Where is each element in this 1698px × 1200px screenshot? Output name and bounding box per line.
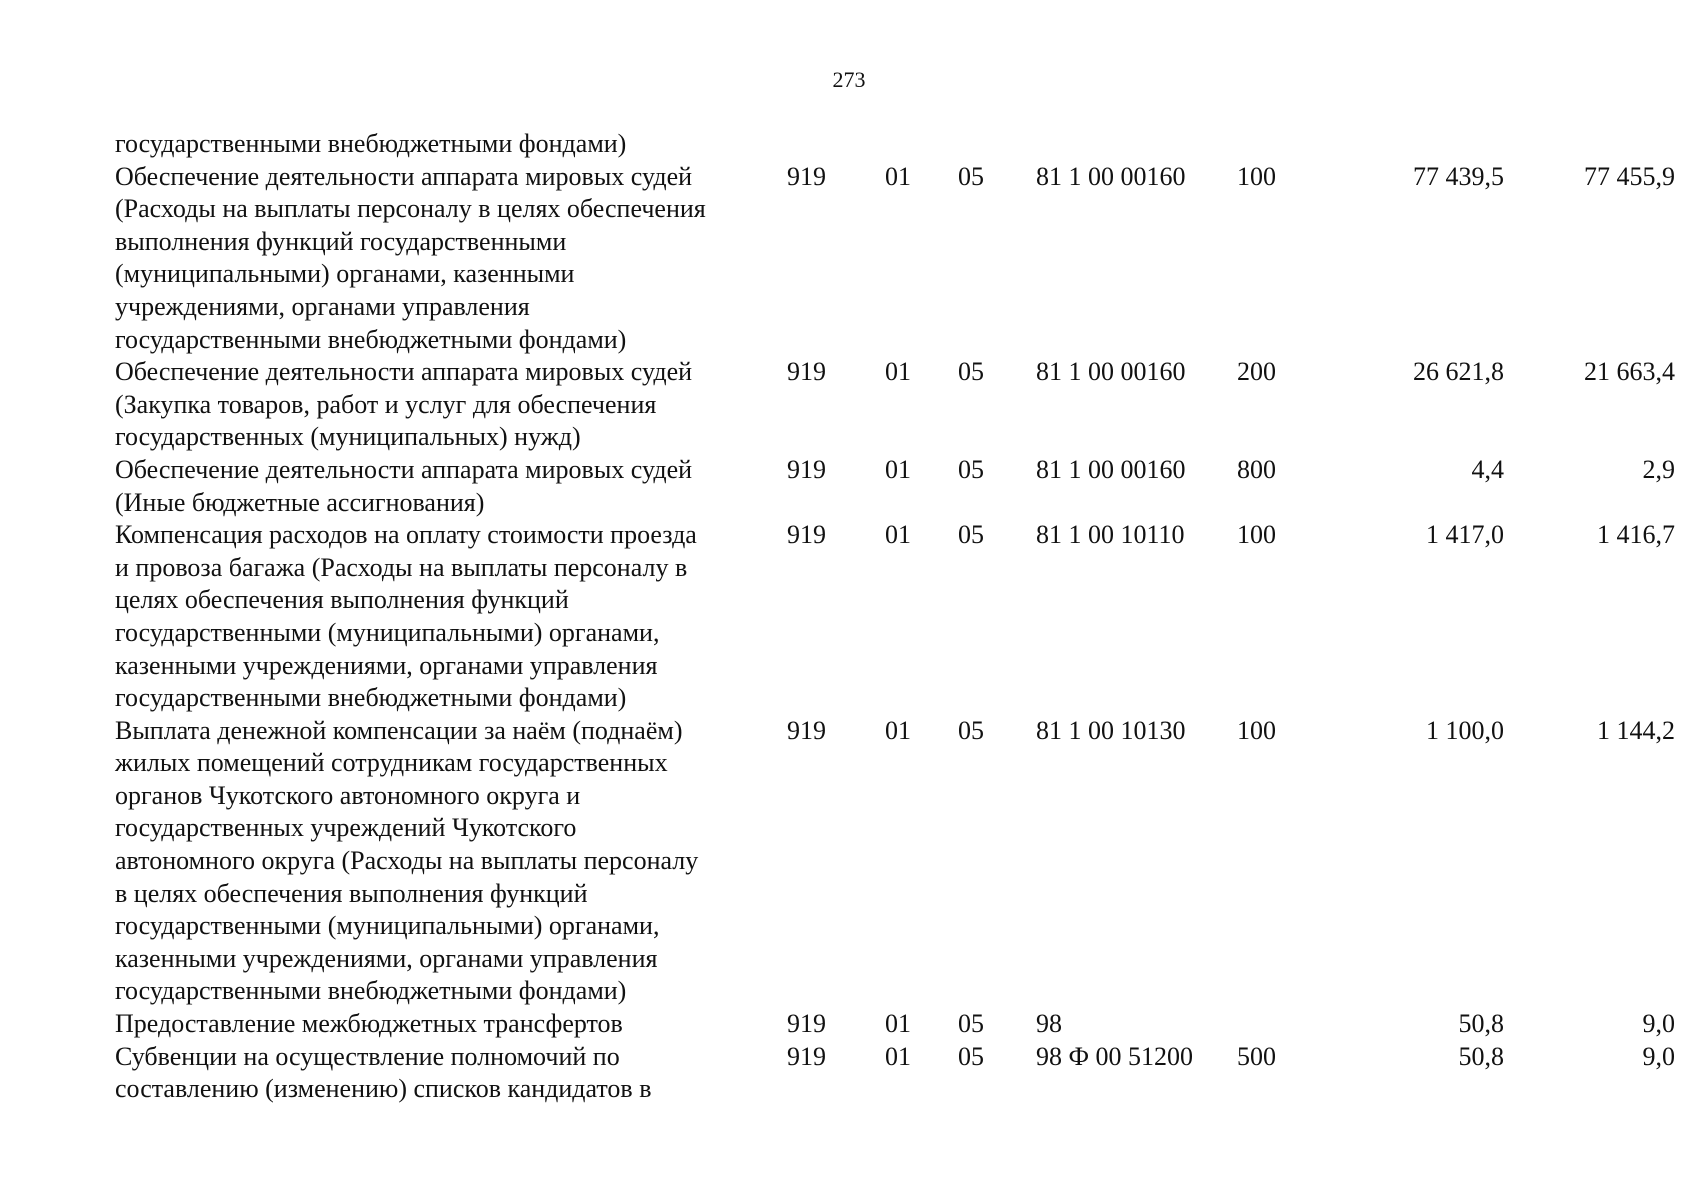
expense-type-code: 100 <box>1237 161 1276 191</box>
section-code: 01 <box>885 357 911 387</box>
amount-2: 1 416,7 <box>1597 520 1675 550</box>
expense-type-code <box>1237 1008 1337 1041</box>
section-code: 01 <box>885 1009 911 1039</box>
amount-2: 77 455,9 <box>1584 161 1675 191</box>
amount-1: 50,8 <box>1458 1009 1504 1039</box>
target-article-code: 98 <box>1036 1009 1062 1039</box>
table-row <box>115 128 1675 161</box>
subsection-code: 05 <box>958 454 984 484</box>
row-description: государственными внебюджетными фондами) <box>115 129 627 158</box>
target-article-code: 81 1 00 00160 <box>1036 454 1186 484</box>
amount-1: 50,8 <box>1458 1041 1504 1071</box>
expense-type-code: 100 <box>1237 520 1276 550</box>
target-article-code: 81 1 00 10110 <box>1036 520 1185 550</box>
table-row <box>115 356 1675 454</box>
expense-type-code: 500 <box>1237 1041 1276 1071</box>
section-code: 01 <box>885 161 911 191</box>
amount-1: 26 621,8 <box>1413 357 1504 387</box>
row-description: Субвенции на осуществление полномочий по составлению (изменению) списков кандидатов в <box>115 1041 652 1104</box>
subsection-code: 05 <box>958 1041 984 1071</box>
target-article-code <box>1036 128 1237 161</box>
grbs-code: 919 <box>787 520 826 550</box>
amount-2: 1 144,2 <box>1597 715 1675 745</box>
table-row <box>115 454 1675 519</box>
expense-type-code <box>1237 128 1337 161</box>
grbs-code: 919 <box>787 1009 826 1039</box>
amount-2 <box>1504 128 1675 161</box>
section-code: 01 <box>885 520 911 550</box>
amount-2: 21 663,4 <box>1584 357 1675 387</box>
target-article-code: 98 Ф 00 51200 <box>1036 1041 1194 1071</box>
amount-2: 9,0 <box>1642 1041 1675 1071</box>
row-description: Компенсация расходов на оплату стоимости проезда и провоза багажа (Расходы на выплаты персоналу в целях обеспечения выполнения функций государственными (муниципальными) органами, казенными учреждениями, органами управления государственными внебюджетными фондами) <box>115 520 697 713</box>
subsection-code: 05 <box>958 715 984 745</box>
amount-1: 1 417,0 <box>1426 520 1504 550</box>
grbs-code <box>787 128 885 161</box>
target-article-code: 81 1 00 10130 <box>1036 715 1186 745</box>
expense-type-code: 800 <box>1237 454 1276 484</box>
section-code: 01 <box>885 1041 911 1071</box>
amount-1: 1 100,0 <box>1426 715 1504 745</box>
amount-2: 2,9 <box>1642 454 1675 484</box>
amount-1: 4,4 <box>1471 454 1504 484</box>
expense-type-code: 200 <box>1237 357 1276 387</box>
grbs-code: 919 <box>787 161 826 191</box>
amount-1 <box>1337 128 1504 161</box>
row-description: Предоставление межбюджетных трансфертов <box>115 1009 623 1039</box>
table-row <box>115 1008 1675 1041</box>
expense-type-code: 100 <box>1237 715 1276 745</box>
table-row <box>115 1041 1675 1106</box>
amount-1: 77 439,5 <box>1413 161 1504 191</box>
section-code: 01 <box>885 454 911 484</box>
table-row <box>115 519 1675 715</box>
subsection-code: 05 <box>958 520 984 550</box>
row-description: Обеспечение деятельности аппарата мировых судей (Расходы на выплаты персоналу в целях обеспечения выполнения функций государственными (муниципальными) органами, казенными учреждениями, органами управления государственными внебюджетными фондами) <box>115 161 706 354</box>
grbs-code: 919 <box>787 454 826 484</box>
amount-2: 9,0 <box>1642 1009 1675 1039</box>
budget-table <box>115 128 1675 1106</box>
row-description: Обеспечение деятельности аппарата мировых судей (Иные бюджетные ассигнования) <box>115 454 693 517</box>
row-description: Выплата денежной компенсации за наём (поднаём) жилых помещений сотрудникам государственных органов Чукотского автономного округа и государственных учреждений Чукотского автономного округа (Расходы на выплаты персоналу в целях обеспечения выполнения функций государственными (муниципальными) органами, казенными учреждениями, органами управления государственными внебюджетными фондами) <box>115 715 699 1006</box>
grbs-code: 919 <box>787 1041 826 1071</box>
table-row <box>115 161 1675 357</box>
page-number: 273 <box>832 67 866 92</box>
subsection-code: 05 <box>958 1009 984 1039</box>
subsection-code: 05 <box>958 357 984 387</box>
section-code: 01 <box>885 715 911 745</box>
row-description: Обеспечение деятельности аппарата мировых судей (Закупка товаров, работ и услуг для обеспечения государственных (муниципальных) нужд) <box>115 357 693 452</box>
target-article-code: 81 1 00 00160 <box>1036 161 1186 191</box>
section-code <box>885 128 958 161</box>
grbs-code: 919 <box>787 715 826 745</box>
subsection-code <box>958 128 1036 161</box>
grbs-code: 919 <box>787 357 826 387</box>
subsection-code: 05 <box>958 161 984 191</box>
table-row <box>115 715 1675 1008</box>
target-article-code: 81 1 00 00160 <box>1036 357 1186 387</box>
